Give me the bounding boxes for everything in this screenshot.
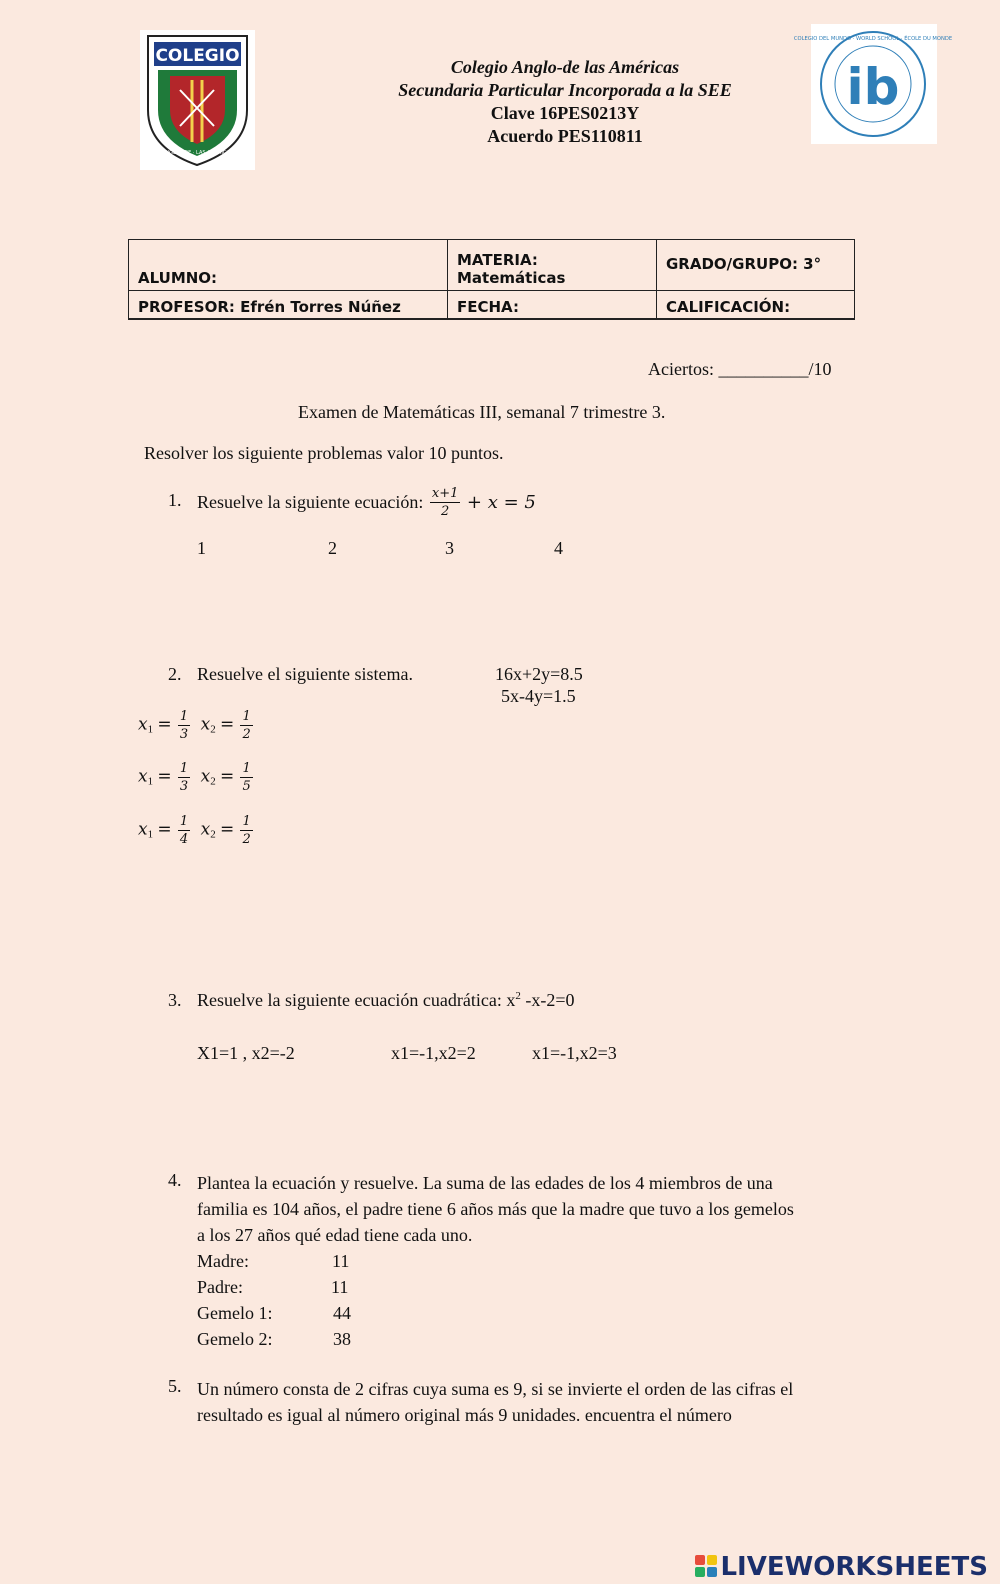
- q4-line-1: Plantea la ecuación y resuelve. La suma de las edades de los 4 miembros de una: [197, 1173, 773, 1193]
- liveworksheets-watermark: [694, 1552, 988, 1582]
- q1-statement: [197, 485, 536, 520]
- q4-row: [197, 1274, 351, 1300]
- profesor-cell: [129, 291, 448, 320]
- q4-gemelo2-label: Gemelo 2:: [197, 1329, 273, 1349]
- q4-padre-value[interactable]: 11: [331, 1277, 349, 1297]
- q4-number: 4.: [168, 1170, 182, 1190]
- q1-fraction-den: 2: [441, 504, 450, 519]
- q1-number: 1.: [168, 490, 182, 510]
- q2-o1-x2-den: 2: [242, 727, 251, 742]
- q3-text-end: -x-2=0: [520, 990, 575, 1010]
- alumno-label: ALUMNO:: [138, 269, 218, 287]
- materia-value: Matemáticas: [457, 269, 566, 287]
- q4-padre-label: Padre:: [197, 1277, 243, 1297]
- x-label: x: [138, 714, 148, 735]
- calificacion-label: CALIFICACIÓN:: [666, 298, 791, 316]
- profesor-label: PROFESOR: Efrén Torres Núñez: [138, 298, 401, 316]
- x-label: x: [200, 714, 211, 735]
- school-subtitle: Secundaria Particular Incorporada a la SEE: [398, 80, 732, 100]
- grado-label: GRADO/GRUPO: 3°: [666, 254, 822, 273]
- q2-option-3[interactable]: [138, 813, 255, 848]
- watermark-text: LIVEWORKSHEETS: [720, 1552, 988, 1582]
- school-acuerdo: Acuerdo PES110811: [487, 126, 643, 146]
- eq-sign: =: [157, 766, 172, 787]
- ib-mark-text: ib: [846, 58, 900, 116]
- logo-arc-text: ANGLO · DE · LAS AMÉRICAS: [161, 150, 234, 156]
- q2-o2-x1-num: 1: [179, 761, 189, 776]
- x-label: x: [138, 819, 148, 840]
- q3-option-1[interactable]: X1=1 , x2=-2: [197, 1043, 295, 1063]
- materia-label: MATERIA:: [457, 251, 538, 269]
- school-header: [300, 56, 830, 148]
- q2-o1-x1-num: 1: [179, 709, 189, 724]
- x2-sub: 2: [210, 828, 216, 841]
- fecha-label: FECHA:: [457, 298, 519, 316]
- q2-o1-x1-den: 3: [179, 727, 189, 742]
- exam-title: Examen de Matemáticas III, semanal 7 trimestre 3.: [298, 402, 666, 422]
- q2-o2-x2-den: 5: [242, 779, 251, 794]
- school-clave: Clave 16PES0213Y: [490, 103, 640, 123]
- q3-text: Resuelve la siguiente ecuación cuadrática: x: [197, 990, 516, 1010]
- eq-sign: =: [157, 819, 172, 840]
- q4-answers: [197, 1248, 351, 1352]
- ib-world-school-icon: [793, 24, 953, 144]
- q1-fraction: [430, 485, 461, 520]
- q4-line-2: familia es 104 años, el padre tiene 6 años más que la madre que tuvo a los gemelos: [197, 1199, 794, 1219]
- q2-eq2: 5x-4y=1.5: [501, 686, 576, 706]
- q1-option-4[interactable]: 4: [554, 538, 563, 558]
- logo-colegio-text: COLEGIO: [155, 46, 240, 66]
- q4-madre-label: Madre:: [197, 1251, 249, 1271]
- materia-cell: [448, 240, 657, 291]
- eq-sign: =: [219, 714, 235, 735]
- q1-option-3[interactable]: 3: [445, 538, 454, 558]
- q4-row: [197, 1300, 351, 1326]
- q4-row: [197, 1248, 351, 1274]
- q5-line-1: Un número consta de 2 cifras cuya suma es 9, si se invierte el orden de las cifras el: [197, 1379, 794, 1399]
- instructions: Resolver los siguiente problemas valor 10 puntos.: [144, 443, 504, 463]
- q4-gemelo2-value[interactable]: 38: [333, 1329, 351, 1349]
- shield-logo-icon: [140, 30, 255, 170]
- q2-option-1[interactable]: [138, 708, 255, 743]
- school-logo: [140, 30, 255, 170]
- eq-sign: =: [157, 714, 172, 735]
- x-label: x: [200, 766, 211, 787]
- q5-number: 5.: [168, 1376, 182, 1396]
- x1-sub: 1: [147, 723, 154, 736]
- q3-statement: [197, 990, 575, 1011]
- q2-o2-x2-num: 1: [242, 761, 251, 776]
- x2-sub: 2: [210, 775, 216, 788]
- q1-equation-rest: + x = 5: [466, 492, 536, 513]
- q2-eq1: 16x+2y=8.5: [495, 664, 583, 684]
- q1-fraction-num: x+1: [431, 486, 459, 501]
- ib-ring-text: COLEGIO DEL MUNDO · WORLD SCHOOL · ÉCOLE DU MONDE: [793, 36, 953, 42]
- eq-sign: =: [219, 819, 235, 840]
- q1-option-2[interactable]: 2: [328, 538, 337, 558]
- school-name: Colegio Anglo-de las Américas: [450, 57, 680, 77]
- q2-o3-x1-num: 1: [179, 814, 189, 829]
- student-info-table: [128, 239, 855, 320]
- calificacion-cell[interactable]: [657, 291, 855, 320]
- aciertos-line: Aciertos: __________/10: [648, 359, 832, 379]
- x2-sub: 2: [210, 723, 216, 736]
- x1-sub: 1: [147, 775, 154, 788]
- q4-line-3: a los 27 años qué edad tiene cada uno.: [197, 1225, 473, 1245]
- q3-number: 3.: [168, 990, 182, 1010]
- alumno-cell[interactable]: [129, 240, 448, 291]
- q3-exponent: 2: [515, 990, 521, 1002]
- grado-cell: [657, 240, 855, 291]
- q2-o2-x1-den: 3: [179, 779, 189, 794]
- q2-text: Resuelve el siguiente sistema.: [197, 664, 413, 684]
- q2-o1-x2-num: 1: [242, 709, 251, 724]
- q2-o3-x1-den: 4: [179, 832, 189, 847]
- q5-line-2: resultado es igual al número original más 9 unidades. encuentra el número: [197, 1405, 732, 1425]
- q4-gemelo1-label: Gemelo 1:: [197, 1303, 273, 1323]
- q2-o3-x2-num: 1: [242, 814, 251, 829]
- x1-sub: 1: [147, 828, 154, 841]
- q1-option-1[interactable]: 1: [197, 538, 206, 558]
- x-label: x: [200, 819, 211, 840]
- q4-row: [197, 1326, 351, 1352]
- q1-text: Resuelve la siguiente ecuación:: [197, 492, 424, 512]
- q2-o3-x2-den: 2: [242, 832, 251, 847]
- q4-statement: [197, 1170, 857, 1248]
- q3-option-3[interactable]: x1=-1,x2=3: [532, 1043, 617, 1063]
- q4-gemelo1-value[interactable]: 44: [333, 1303, 351, 1323]
- ib-logo: [793, 24, 953, 144]
- x-label: x: [138, 766, 148, 787]
- q5-statement: [197, 1376, 857, 1428]
- eq-sign: =: [219, 766, 235, 787]
- fecha-cell[interactable]: [448, 291, 657, 320]
- q2-number: 2.: [168, 664, 182, 684]
- q4-madre-value[interactable]: 11: [332, 1251, 350, 1271]
- q2-option-2[interactable]: [138, 760, 255, 795]
- liveworksheets-logo-icon: [694, 1553, 718, 1579]
- q3-option-2[interactable]: x1=-1,x2=2: [391, 1043, 476, 1063]
